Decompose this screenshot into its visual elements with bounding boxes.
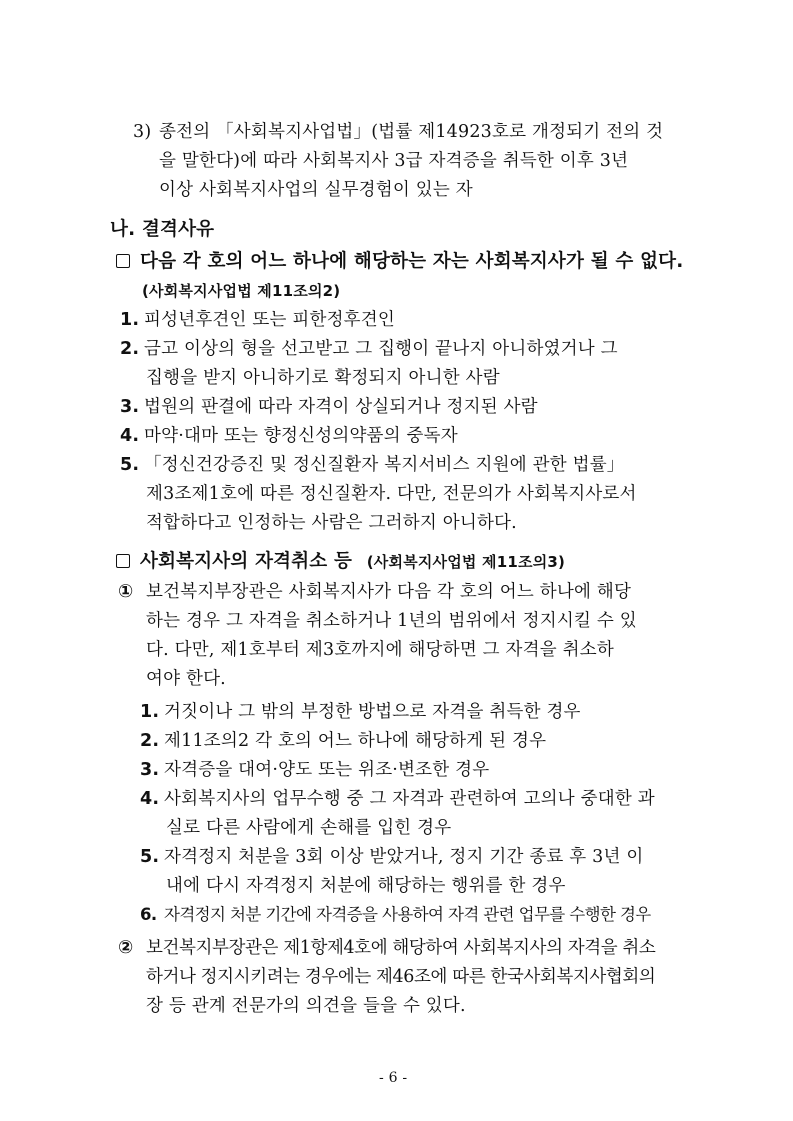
list-item: 1. 피성년후견인 또는 피한정후견인 [120, 310, 395, 330]
paragraph-continuation: 여야 한다. [146, 669, 226, 689]
intro-item-marker: 3) [133, 122, 152, 142]
paragraph-2: ② 보건복지부장관은 제1항제4호에 해당하여 사회복지사의 자격을 취소 [118, 937, 656, 958]
list-item-continuation: 제3조제1호에 따른 정신질환자. 다만, 전문의가 사회복지사로서 [146, 484, 637, 504]
list-item-continuation: 적합하다고 인정하는 사람은 그러하지 아니하다. [146, 513, 517, 533]
paragraph-continuation: 장 등 관계 전문가의 의견을 들을 수 있다. [146, 996, 466, 1016]
list-item: 5. 자격정지 처분을 3회 이상 받았거나, 정지 기간 종료 후 3년 이 [140, 847, 644, 867]
list-item: 2. 제11조의2 각 호의 어느 하나에 해당하게 된 경우 [140, 731, 547, 751]
intro-item-line-1: 3) 종전의 「사회복지사업법」(법률 제14923호로 개정되기 전의 것 [133, 122, 664, 142]
block1-heading: 다음 각 호의 어느 하나에 해당하는 자는 사회복지사가 될 수 없다. [116, 250, 683, 274]
list-item: 2. 금고 이상의 형을 선고받고 그 집행이 끝나지 아니하였거나 그 [120, 339, 618, 359]
block2-heading: 사회복지사의 자격취소 등 (사회복지사업법 제11조의3) [116, 550, 565, 574]
block2-citation: (사회복지사업법 제11조의3) [366, 553, 566, 571]
list-item: 4. 마약·대마 또는 향정신성의약품의 중독자 [120, 426, 458, 446]
list-item: 5. 「정신건강증진 및 정신질환자 복지서비스 지원에 관한 법률」 [120, 455, 625, 475]
list-item: 3. 자격증을 대여·양도 또는 위조·변조한 경우 [140, 760, 490, 780]
paragraph-1: ① 보건복지부장관은 사회복지사가 다음 각 호의 어느 하나에 해당 [118, 581, 632, 602]
list-item-continuation: 집행을 받지 아니하기로 확정되지 아니한 사람 [146, 368, 500, 388]
intro-item-line-2: 을 말한다)에 따라 사회복지사 3급 자격증을 취득한 이후 3년 [159, 151, 629, 171]
paragraph-continuation: 다. 다만, 제1호부터 제3호까지에 해당하면 그 자격을 취소하 [146, 640, 614, 660]
block1-citation: (사회복지사업법 제11조의2) [142, 282, 341, 300]
intro-item-line-3: 이상 사회복지사업의 실무경험이 있는 자 [159, 180, 473, 200]
circled-number-1: ① [118, 581, 134, 602]
section-title: 나. 결격사유 [110, 219, 215, 240]
list-item-continuation: 실로 다른 사람에게 손해를 입힌 경우 [166, 818, 452, 838]
list-item: 4. 사회복지사의 업무수행 중 그 자격과 관련하여 고의나 중대한 과 [140, 789, 655, 809]
page-number: - 6 - [379, 1070, 408, 1086]
checkbox-square-icon [116, 554, 130, 568]
paragraph-continuation: 하거나 정지시키려는 경우에는 제46조에 따른 한국사회복지사협회의 [146, 967, 656, 987]
list-item-continuation: 내에 다시 자격정지 처분에 해당하는 행위를 한 경우 [166, 876, 566, 896]
list-item: 6. 자격정지 처분 기간에 자격증을 사용하여 자격 관련 업무를 수행한 경우 [140, 905, 651, 924]
list-item: 3. 법원의 판결에 따라 자격이 상실되거나 정지된 사람 [120, 397, 538, 417]
circled-number-2: ② [118, 937, 133, 958]
list-item: 1. 거짓이나 그 밖의 부정한 방법으로 자격을 취득한 경우 [140, 702, 581, 722]
paragraph-continuation: 하는 경우 그 자격을 취소하거나 1년의 범위에서 정지시킬 수 있 [146, 611, 637, 631]
checkbox-square-icon [116, 254, 130, 268]
